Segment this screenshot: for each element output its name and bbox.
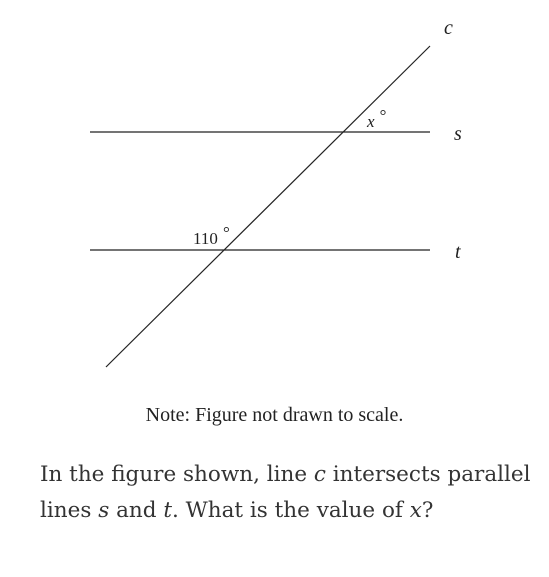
question-part-1: In the figure shown, line (40, 462, 314, 487)
angle-110-degree: ° (222, 223, 230, 242)
question-var-x: x (409, 498, 422, 523)
angle-110-label (193, 223, 230, 248)
angle-x-variable: x (367, 112, 375, 131)
label-t: t (455, 241, 461, 263)
label-s: s (454, 123, 462, 145)
transversal-line-c (106, 46, 430, 367)
angle-110-value: 110 (193, 229, 218, 248)
question-var-t: t (163, 498, 172, 523)
question-part-5: ? (421, 498, 434, 523)
angle-x-label (366, 106, 386, 131)
question-part-4: . What is the value of (172, 498, 410, 523)
figure-note: Note: Figure not drawn to scale. (145, 404, 404, 426)
question-var-c: c (313, 462, 326, 487)
label-c: c (444, 17, 453, 39)
question-var-s: s (98, 498, 110, 523)
question-part-3: and (109, 498, 164, 523)
question-text (40, 457, 540, 529)
question-part-2: intersects parallel lines (40, 462, 531, 523)
angle-x-degree: ° (379, 106, 387, 125)
